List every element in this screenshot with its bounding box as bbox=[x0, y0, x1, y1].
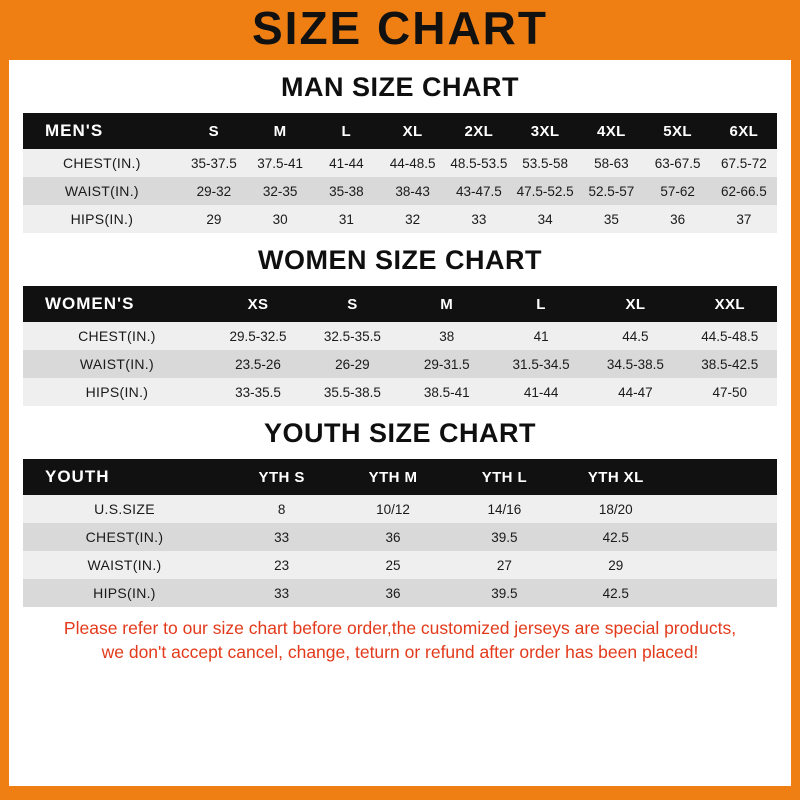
table-youth-cell-1-2: 39.5 bbox=[449, 523, 560, 551]
section-title-youth: YOUTH SIZE CHART bbox=[263, 418, 536, 448]
table-youth-cell-2-spacer bbox=[671, 551, 777, 579]
table-women-cell-0-0: 29.5-32.5 bbox=[211, 322, 305, 350]
table-youth-col-spacer bbox=[671, 459, 777, 495]
table-women-cell-0-3: 41 bbox=[494, 322, 588, 350]
table-man-cell-2-4: 33 bbox=[446, 205, 512, 233]
table-women-cell-2-5: 47-50 bbox=[683, 378, 777, 406]
table-youth-row-2-label: WAIST(IN.) bbox=[23, 551, 226, 579]
table-women-col-2: M bbox=[400, 286, 494, 322]
table-youth-cell-3-spacer bbox=[671, 579, 777, 607]
table-women bbox=[23, 286, 777, 406]
table-man-col-8: 6XL bbox=[711, 113, 777, 149]
table-row bbox=[23, 177, 777, 205]
table-youth-cell-0-0: 8 bbox=[226, 495, 337, 523]
table-women-cell-1-3: 31.5-34.5 bbox=[494, 350, 588, 378]
table-man-cell-1-3: 38-43 bbox=[379, 177, 445, 205]
section-title-man: MAN SIZE CHART bbox=[281, 72, 519, 102]
table-man-col-1: M bbox=[247, 113, 313, 149]
table-man-cell-1-0: 29-32 bbox=[181, 177, 247, 205]
bottom-bar bbox=[0, 786, 800, 800]
table-youth-cell-2-2: 27 bbox=[449, 551, 560, 579]
table-youth-cell-2-1: 25 bbox=[337, 551, 448, 579]
table-row bbox=[23, 579, 777, 607]
table-women-cell-1-4: 34.5-38.5 bbox=[588, 350, 682, 378]
table-man-col-4: 2XL bbox=[446, 113, 512, 149]
content bbox=[9, 60, 791, 786]
table-row bbox=[23, 205, 777, 233]
table-man-cell-0-5: 53.5-58 bbox=[512, 149, 578, 177]
table-youth-cell-2-3: 29 bbox=[560, 551, 671, 579]
footer-note-line-2: we don't accept cancel, change, teturn or refund after order has been placed! bbox=[101, 641, 699, 662]
table-man-col-3: XL bbox=[379, 113, 445, 149]
table-man-row-2-label: HIPS(IN.) bbox=[23, 205, 181, 233]
table-youth-col-1: YTH M bbox=[337, 459, 448, 495]
table-women-col-0: XS bbox=[211, 286, 305, 322]
table-man-cell-2-1: 30 bbox=[247, 205, 313, 233]
table-man-cell-2-7: 36 bbox=[644, 205, 710, 233]
table-man-cell-0-6: 58-63 bbox=[578, 149, 644, 177]
table-row bbox=[23, 495, 777, 523]
table-man-head-label: MEN'S bbox=[23, 113, 181, 149]
table-youth-head bbox=[23, 459, 777, 495]
table-youth-cell-0-2: 14/16 bbox=[449, 495, 560, 523]
footer-note bbox=[23, 613, 777, 674]
table-man-col-0: S bbox=[181, 113, 247, 149]
table-youth-row-0-label: U.S.SIZE bbox=[23, 495, 226, 523]
table-youth-body bbox=[23, 495, 777, 607]
table-women-cell-1-1: 26-29 bbox=[305, 350, 399, 378]
table-women-row-1-label: WAIST(IN.) bbox=[23, 350, 211, 378]
table-row bbox=[23, 149, 777, 177]
table-women-cell-0-1: 32.5-35.5 bbox=[305, 322, 399, 350]
table-youth-col-2: YTH L bbox=[449, 459, 560, 495]
table-youth-cell-3-1: 36 bbox=[337, 579, 448, 607]
table-youth-head-label: YOUTH bbox=[23, 459, 226, 495]
table-man-cell-1-7: 57-62 bbox=[644, 177, 710, 205]
table-header-row bbox=[23, 113, 777, 149]
table-man-cell-0-8: 67.5-72 bbox=[711, 149, 777, 177]
table-man-col-7: 5XL bbox=[644, 113, 710, 149]
table-row bbox=[23, 551, 777, 579]
table-youth-row-1-label: CHEST(IN.) bbox=[23, 523, 226, 551]
table-man-cell-1-2: 35-38 bbox=[313, 177, 379, 205]
section-man bbox=[23, 72, 777, 233]
table-youth-cell-3-0: 33 bbox=[226, 579, 337, 607]
table-women-cell-2-4: 44-47 bbox=[588, 378, 682, 406]
table-man-col-5: 3XL bbox=[512, 113, 578, 149]
table-women-col-3: L bbox=[494, 286, 588, 322]
table-header-row bbox=[23, 459, 777, 495]
table-women-col-1: S bbox=[305, 286, 399, 322]
table-man-cell-0-4: 48.5-53.5 bbox=[446, 149, 512, 177]
table-youth-cell-0-1: 10/12 bbox=[337, 495, 448, 523]
table-row bbox=[23, 378, 777, 406]
table-youth-cell-0-3: 18/20 bbox=[560, 495, 671, 523]
table-youth-cell-1-0: 33 bbox=[226, 523, 337, 551]
table-man-col-6: 4XL bbox=[578, 113, 644, 149]
table-man bbox=[23, 113, 777, 233]
table-youth-cell-0-spacer bbox=[671, 495, 777, 523]
table-women-row-2-label: HIPS(IN.) bbox=[23, 378, 211, 406]
table-women-body bbox=[23, 322, 777, 406]
table-man-cell-2-0: 29 bbox=[181, 205, 247, 233]
table-man-cell-1-4: 43-47.5 bbox=[446, 177, 512, 205]
table-man-cell-2-6: 35 bbox=[578, 205, 644, 233]
table-man-head bbox=[23, 113, 777, 149]
table-women-cell-0-5: 44.5-48.5 bbox=[683, 322, 777, 350]
table-women-cell-1-0: 23.5-26 bbox=[211, 350, 305, 378]
table-row bbox=[23, 523, 777, 551]
table-women-row-0-label: CHEST(IN.) bbox=[23, 322, 211, 350]
page-title: SIZE CHART bbox=[252, 2, 548, 54]
table-man-cell-1-6: 52.5-57 bbox=[578, 177, 644, 205]
table-man-cell-0-1: 37.5-41 bbox=[247, 149, 313, 177]
table-man-cell-1-8: 62-66.5 bbox=[711, 177, 777, 205]
table-man-cell-2-8: 37 bbox=[711, 205, 777, 233]
table-women-head-label: WOMEN'S bbox=[23, 286, 211, 322]
table-youth-cell-1-spacer bbox=[671, 523, 777, 551]
table-man-cell-1-1: 32-35 bbox=[247, 177, 313, 205]
table-youth-cell-3-2: 39.5 bbox=[449, 579, 560, 607]
table-women-cell-2-3: 41-44 bbox=[494, 378, 588, 406]
section-title-women: WOMEN SIZE CHART bbox=[258, 245, 542, 275]
table-row bbox=[23, 350, 777, 378]
table-man-cell-0-2: 41-44 bbox=[313, 149, 379, 177]
table-youth-col-3: YTH XL bbox=[560, 459, 671, 495]
table-man-cell-1-5: 47.5-52.5 bbox=[512, 177, 578, 205]
table-women-head bbox=[23, 286, 777, 322]
table-women-cell-0-2: 38 bbox=[400, 322, 494, 350]
section-women bbox=[23, 245, 777, 406]
table-youth-col-0: YTH S bbox=[226, 459, 337, 495]
table-women-cell-1-5: 38.5-42.5 bbox=[683, 350, 777, 378]
table-man-body bbox=[23, 149, 777, 233]
table-man-cell-0-0: 35-37.5 bbox=[181, 149, 247, 177]
table-women-col-4: XL bbox=[588, 286, 682, 322]
table-women-cell-0-4: 44.5 bbox=[588, 322, 682, 350]
table-row bbox=[23, 322, 777, 350]
banner bbox=[0, 0, 800, 60]
table-man-cell-2-5: 34 bbox=[512, 205, 578, 233]
table-man-cell-2-3: 32 bbox=[379, 205, 445, 233]
table-youth-cell-1-1: 36 bbox=[337, 523, 448, 551]
table-youth-cell-1-3: 42.5 bbox=[560, 523, 671, 551]
table-youth-row-3-label: HIPS(IN.) bbox=[23, 579, 226, 607]
table-man-col-2: L bbox=[313, 113, 379, 149]
table-header-row bbox=[23, 286, 777, 322]
table-man-row-0-label: CHEST(IN.) bbox=[23, 149, 181, 177]
table-youth bbox=[23, 459, 777, 607]
footer-note-line-1: Please refer to our size chart before order,the customized jerseys are special products, bbox=[63, 618, 737, 638]
table-women-col-5: XXL bbox=[683, 286, 777, 322]
section-youth bbox=[23, 418, 777, 607]
table-women-cell-1-2: 29-31.5 bbox=[400, 350, 494, 378]
table-youth-cell-2-0: 23 bbox=[226, 551, 337, 579]
table-women-cell-2-1: 35.5-38.5 bbox=[305, 378, 399, 406]
table-youth-cell-3-3: 42.5 bbox=[560, 579, 671, 607]
table-women-cell-2-0: 33-35.5 bbox=[211, 378, 305, 406]
table-man-cell-0-7: 63-67.5 bbox=[644, 149, 710, 177]
table-man-row-1-label: WAIST(IN.) bbox=[23, 177, 181, 205]
table-man-cell-2-2: 31 bbox=[313, 205, 379, 233]
table-women-cell-2-2: 38.5-41 bbox=[400, 378, 494, 406]
table-man-cell-0-3: 44-48.5 bbox=[379, 149, 445, 177]
